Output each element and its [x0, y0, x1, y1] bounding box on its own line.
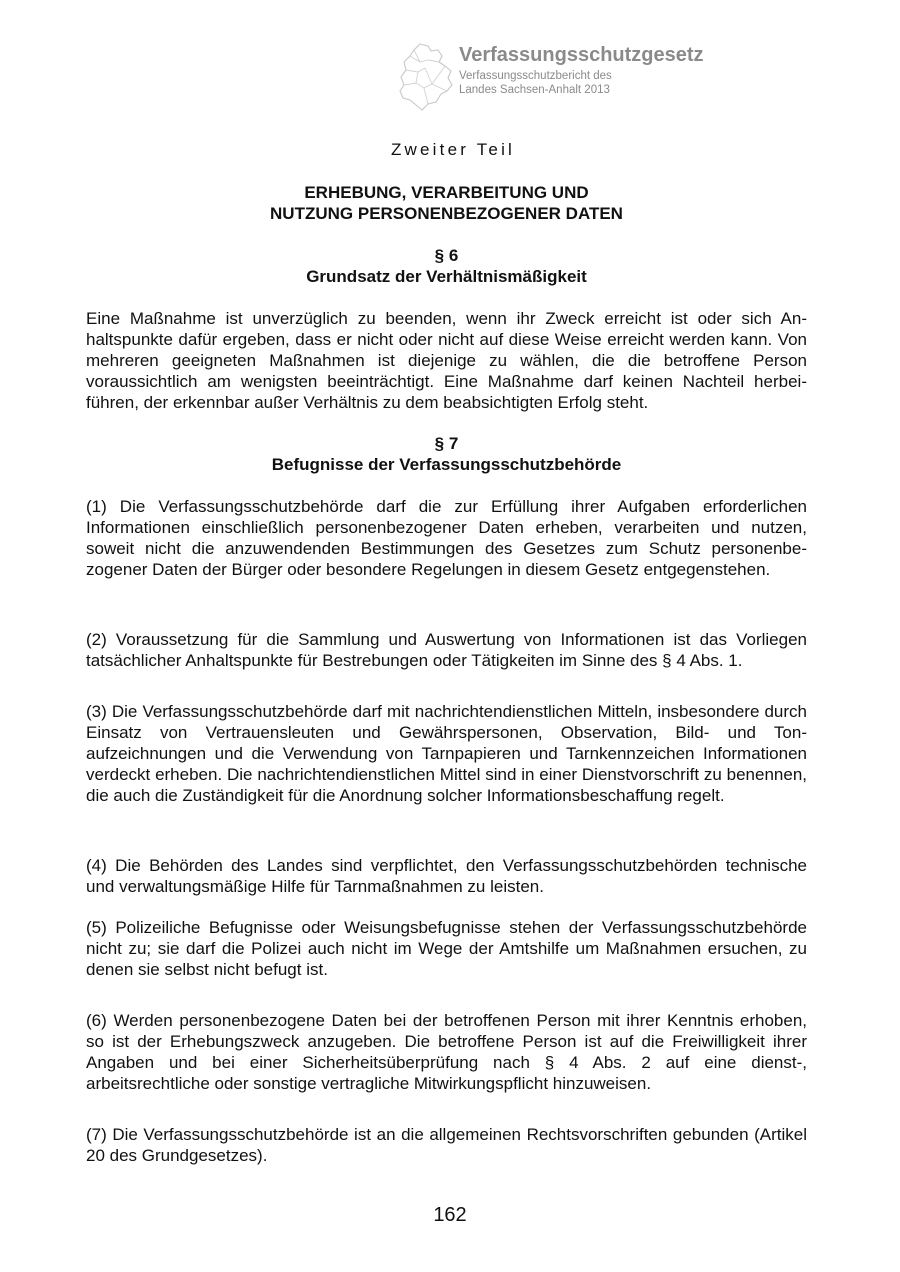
section-7-heading [0, 433, 893, 475]
section-7-paragraph-2: (2) Voraussetzung für die Sammlung und Auswertung von Informationen ist das Vorliegen tatsächlicher Anhaltspunkte für Bestrebungen oder Tätigkeiten im Sinne des § 4 Abs. 1. [86, 630, 807, 670]
part-title: Zweiter Teil [390, 140, 516, 159]
document-header [398, 42, 758, 114]
chapter-title-line2: NUTZUNG PERSONENBEZOGENER DATEN [270, 204, 623, 223]
section-7-paragraph-3: (3) Die Verfassungsschutzbehörde darf mit nachrichtendienstlichen Mitteln, insbesondere durch Einsatz von Vertrauensleuten und Gewährspersonen, Observation, Bild- und Tonaufzeichnungen und die Verwendung von Tarnpapieren und Tarnkennzeichen Informationen verdeckt erheben. Die nachrichtendienstlichen Mittel sind in einer Dienstvorschrift zu benennen, die auch die Zuständigkeit für die Anordnung solcher Informationsbeschaffung regelt. [86, 702, 807, 805]
header-subtitle-line2: Landes Sachsen-Anhalt 2013 [459, 84, 610, 96]
section-7-paragraph-4: (4) Die Behörden des Landes sind verpflichtet, den Verfassungsschutzbehörden technische und verwaltungsmäßige Hilfe für Tarnmaßnahmen zu leisten. [86, 856, 807, 896]
section-7-paragraph-6: (6) Werden personenbezogene Daten bei der betroffenen Person mit ihrer Kenntnis erhoben, so ist der Erhebungszweck anzugeben. Die betroffene Person ist auf die Freiwilligkeit ihrer Angaben und bei einer Sicherheitsüberprüfung nach § 4 Abs. 2 auf eine dienst-, arbeitsrechtliche oder sonstige vertragliche Mitwirkungspflicht hinzuweisen. [86, 1011, 807, 1093]
section-7-title: Befugnisse der Verfassungsschutzbehörde [271, 455, 622, 474]
section-7-paragraph-1: (1) Die Verfassungsschutzbehörde darf die zur Erfüllung ihrer Aufgaben erforderlichen Informationen einschließlich personenbezogener Daten erheben, verarbeiten und nutzen, soweit nicht die anzuwendenden Bestimmungen des Gesetzes zum Schutz personenbezogener Daten der Bürger oder besondere Regelungen in diesem Gesetz entgegenstehen. [86, 497, 807, 579]
section-6-number: § 6 [434, 246, 459, 265]
header-subtitle-line1: Verfassungsschutzbericht des [459, 70, 612, 82]
chapter-title [0, 182, 893, 224]
header-title: Verfassungsschutzgesetz [459, 44, 704, 66]
section-6-text: Eine Maßnahme ist unverzüglich zu beenden, wenn ihr Zweck erreicht ist oder sich Anhaltspunkte dafür ergeben, dass er nicht oder nicht auf diese Weise erreicht werden kann. Von mehreren geeigneten Maßnahmen ist diejenige zu wählen, die die betroffene Person voraussichtlich am wenigsten beeinträchtigt. Eine Maßnahme darf keinen Nachteil herbeiführen, der erkennbar außer Verhältnis zu dem beabsichtigten Erfolg steht. [86, 309, 807, 412]
page-number: 162 [433, 1204, 467, 1226]
section-7-number: § 7 [434, 434, 459, 453]
section-7-paragraph-7: (7) Die Verfassungsschutzbehörde ist an die allgemeinen Rechtsvorschriften gebunden (Artikel 20 des Grundgesetzes). [86, 1125, 807, 1165]
section-7-paragraph-5: (5) Polizeiliche Befugnisse oder Weisungsbefugnisse stehen der Verfassungsschutzbehörde nicht zu; sie darf die Polizei auch nicht im Wege der Amtshilfe um Maßnahmen ersuchen, zu denen sie selbst nicht befugt ist. [86, 918, 807, 979]
section-6-heading [0, 245, 893, 287]
section-6-title: Grundsatz der Verhältnismäßigkeit [306, 267, 587, 286]
header-subtitle [459, 69, 612, 97]
chapter-title-line1: ERHEBUNG, VERARBEITUNG UND [304, 183, 589, 202]
saxony-anhalt-map-icon [398, 42, 454, 112]
